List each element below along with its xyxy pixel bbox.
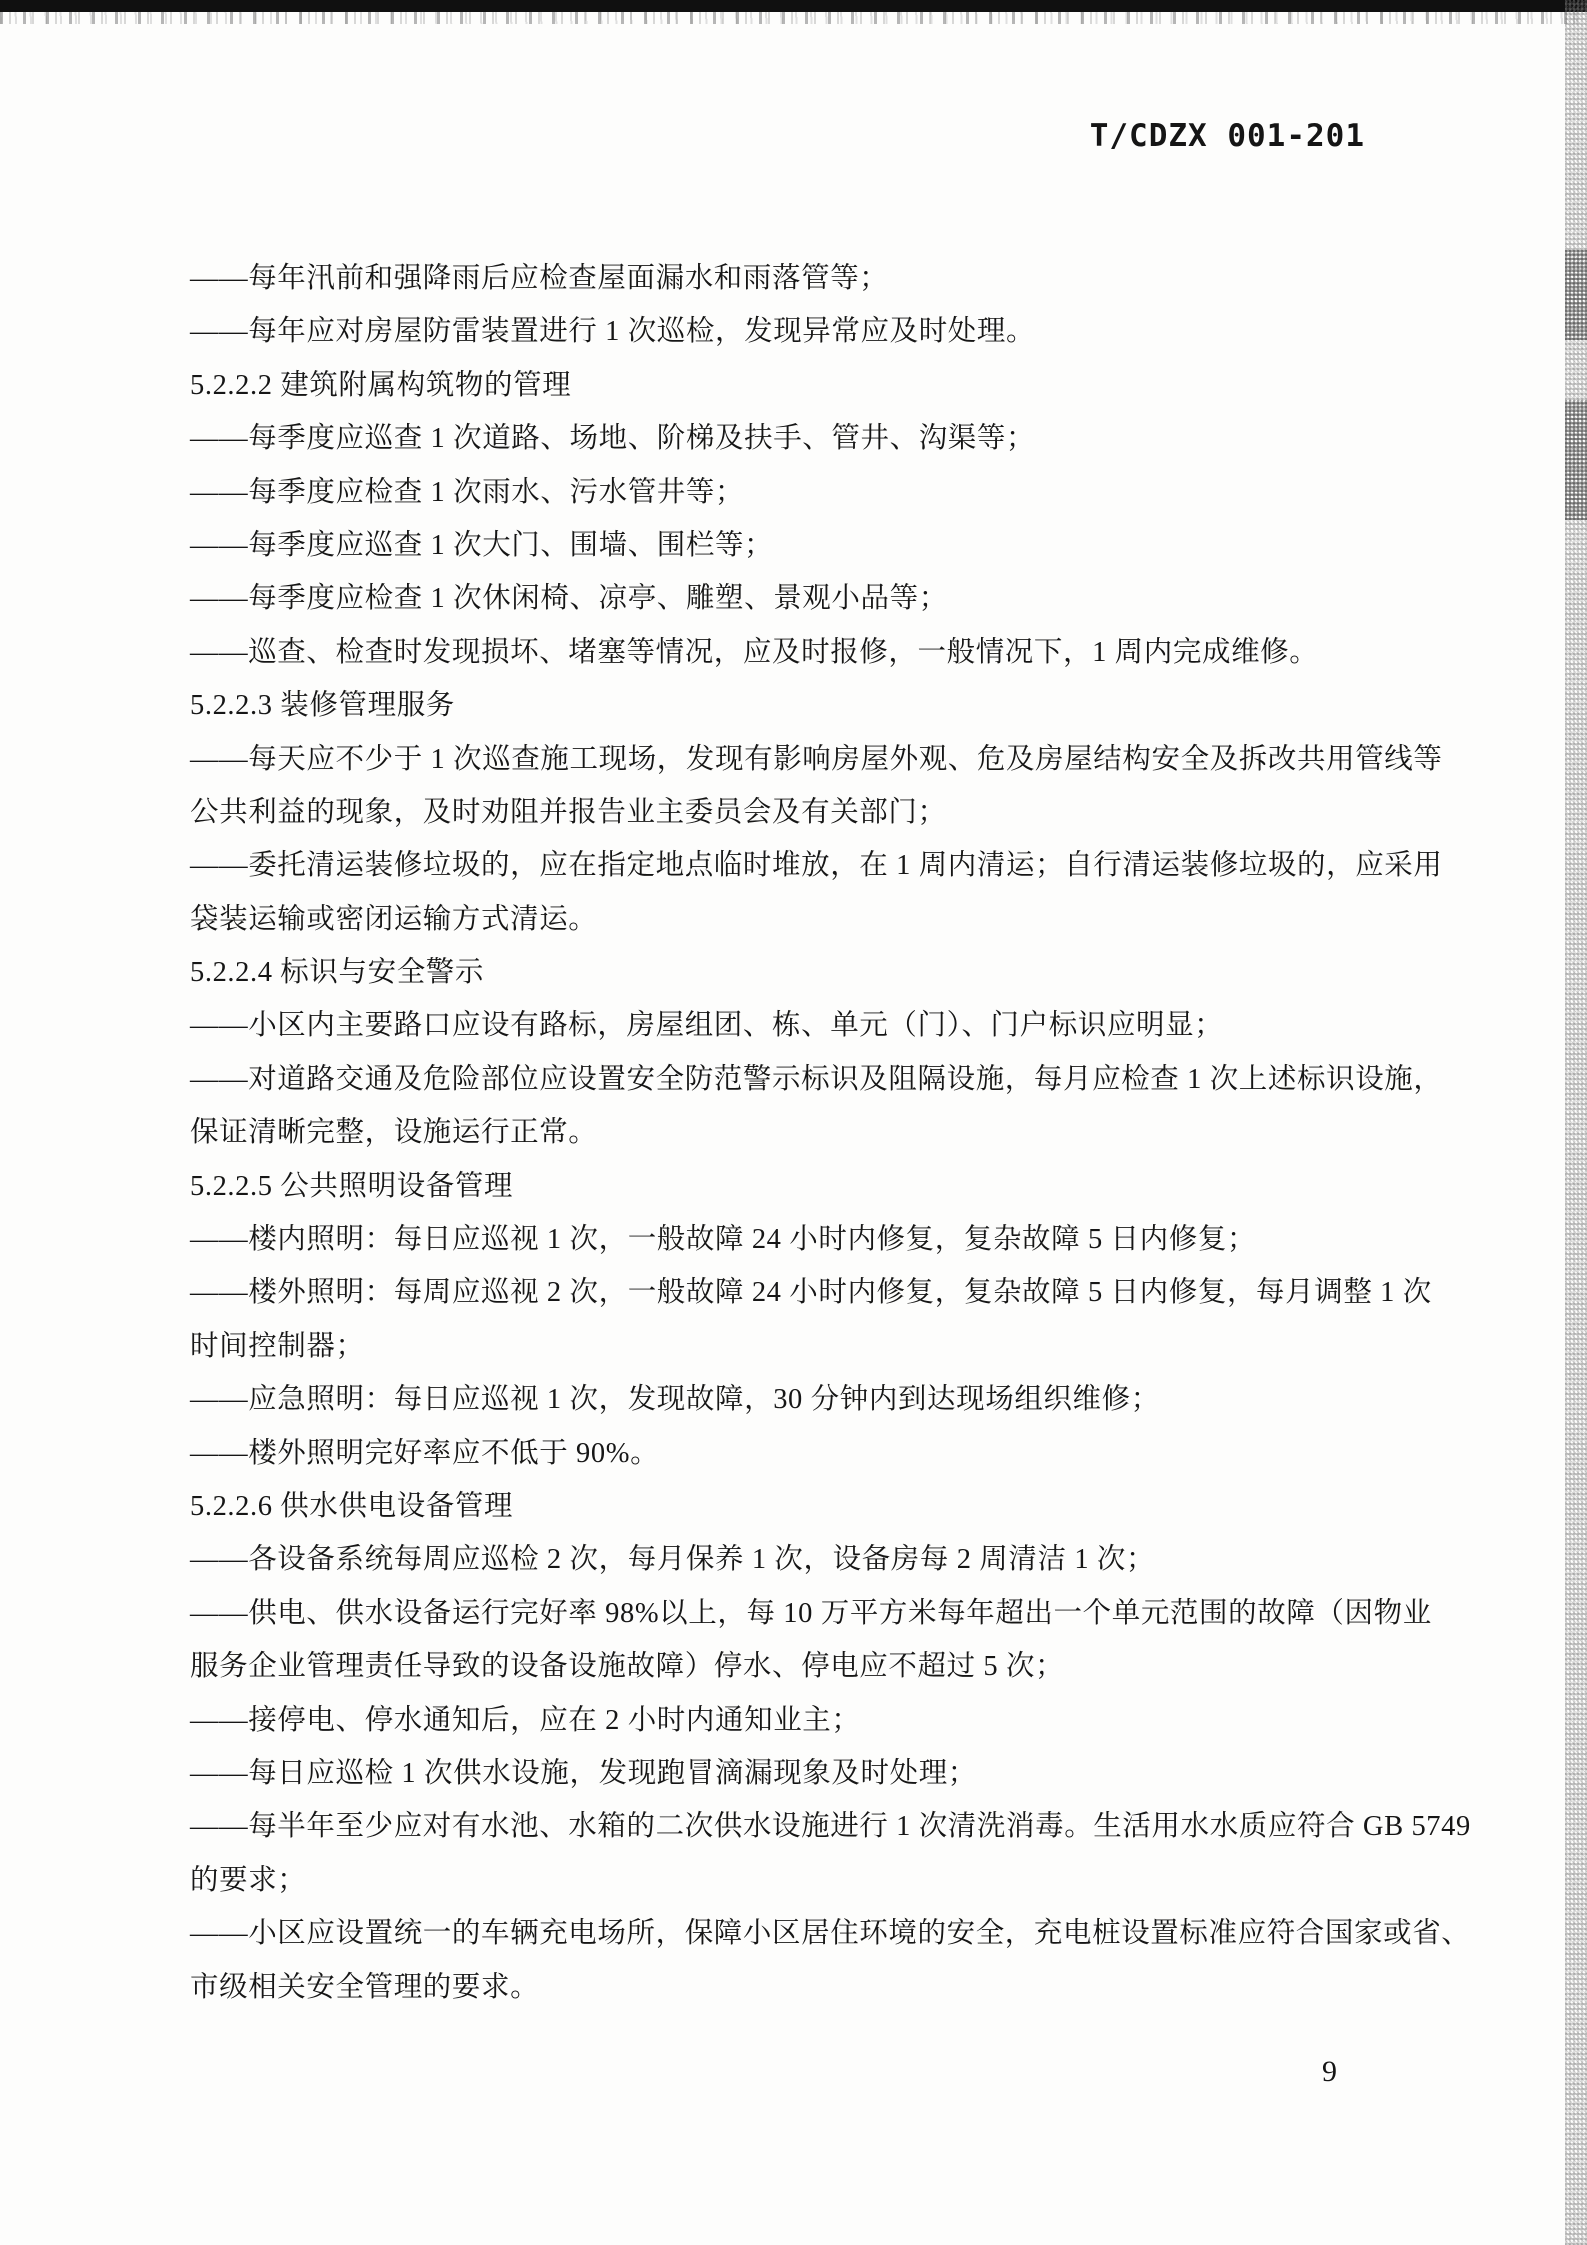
text-line: ——接停电、停水通知后，应在 2 小时内通知业主；: [190, 1704, 861, 1736]
text-line: ——各设备系统每周应巡检 2 次，每月保养 1 次，设备房每 2 周清洁 1 次；: [190, 1544, 1156, 1576]
text-line: ——应急照明：每日应巡视 1 次，发现故障，30 分钟内到达现场组织维修；: [190, 1384, 1160, 1416]
text-line: ——每季度应巡查 1 次道路、场地、阶梯及扶手、管井、沟渠等；: [190, 423, 1036, 455]
text-line: ——每天应不少于 1 次巡查施工现场，发现有影响房屋外观、危及房屋结构安全及拆改共用管线等: [190, 743, 1443, 775]
scan-noise-patch: [1565, 400, 1587, 520]
text-line: ——对道路交通及危险部位应设置安全防范警示标识及阻隔设施，每月应检查 1 次上述标识设施，: [190, 1063, 1443, 1095]
text-line: ——每半年至少应对有水池、水箱的二次供水设施进行 1 次清洗消毒。生活用水水质应符合 GB 5749: [190, 1811, 1471, 1843]
text-line: ——楼外照明完好率应不低于 90%。: [190, 1437, 660, 1469]
text-line: 的要求；: [190, 1864, 307, 1896]
scan-edge-top-noise: [0, 12, 1587, 24]
text-line: ——每季度应检查 1 次雨水、污水管井等；: [190, 476, 745, 508]
text-line: 5.2.2.4 标识与安全警示: [190, 957, 485, 989]
text-line: 市级相关安全管理的要求。: [190, 1971, 540, 2003]
text-line: 时间控制器；: [190, 1330, 365, 1362]
text-line: ——供电、供水设备运行完好率 98%以上，每 10 万平方米每年超出一个单元范围的故障（因物业: [190, 1597, 1432, 1629]
text-line: ——小区内主要路口应设有路标，房屋组团、栋、单元（门）、门户标识应明显；: [190, 1010, 1224, 1042]
document-code-header: T/CDZX 001-201: [1089, 118, 1365, 154]
scan-noise-patch: [1565, 250, 1587, 340]
text-line: ——每日应巡检 1 次供水设施，发现跑冒滴漏现象及时处理；: [190, 1757, 977, 1789]
text-line: ——巡查、检查时发现损坏、堵塞等情况，应及时报修，一般情况下，1 周内完成维修。: [190, 636, 1319, 668]
text-line: ——每年应对房屋防雷装置进行 1 次巡检，发现异常应及时处理。: [190, 316, 1036, 348]
text-line: ——每年汛前和强降雨后应检查屋面漏水和雨落管等；: [190, 263, 889, 294]
text-line: ——楼外照明：每周应巡视 2 次，一般故障 24 小时内修复，复杂故障 5 日内修复，每月调整 1 次: [190, 1277, 1432, 1309]
text-line: 5.2.2.3 装修管理服务: [190, 690, 455, 722]
document-body: [190, 258, 1471, 2020]
scan-edge-top: [0, 0, 1587, 12]
text-line: 袋装运输或密闭运输方式清运。: [190, 903, 598, 935]
page-number: 9: [1322, 2055, 1337, 2088]
text-line: ——楼内照明：每日应巡视 1 次，一般故障 24 小时内修复，复杂故障 5 日内修复；: [190, 1224, 1257, 1256]
text-line: 公共利益的现象，及时劝阻并报告业主委员会及有关部门；: [190, 796, 947, 828]
text-line: 5.2.2.5 公共照明设备管理: [190, 1170, 514, 1202]
text-line: 服务企业管理责任导致的设备设施故障）停水、停电应不超过 5 次；: [190, 1651, 1065, 1683]
text-line: 5.2.2.6 供水供电设备管理: [190, 1490, 514, 1522]
text-line: ——每季度应检查 1 次休闲椅、凉亭、雕塑、景观小品等；: [190, 583, 948, 615]
text-line: ——小区应设置统一的车辆充电场所，保障小区居住环境的安全，充电桩设置标准应符合国家或省、: [190, 1918, 1471, 1950]
text-line: ——委托清运装修垃圾的，应在指定地点临时堆放，在 1 周内清运；自行清运装修垃圾的，应采用: [190, 850, 1443, 882]
text-line: 5.2.2.2 建筑附属构筑物的管理: [190, 369, 572, 401]
text-line: 保证清晰完整，设施运行正常。: [190, 1117, 598, 1149]
text-line: ——每季度应巡查 1 次大门、围墙、围栏等；: [190, 529, 774, 561]
